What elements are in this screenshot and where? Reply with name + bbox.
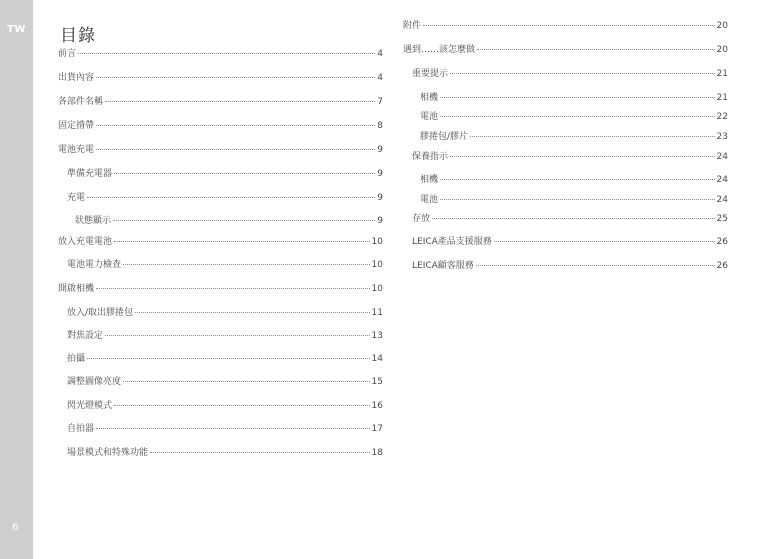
toc-entry[interactable]: 自拍器 17 <box>67 424 383 434</box>
sidebar <box>0 0 33 559</box>
toc-entry[interactable]: 閃光燈模式 16 <box>67 401 383 411</box>
toc-entry[interactable]: 重要提示 21 <box>412 69 728 79</box>
language-label: TW <box>7 24 26 35</box>
page-number: 6 <box>12 522 19 533</box>
toc-entry[interactable]: 對焦設定 13 <box>67 331 383 341</box>
toc-entry[interactable]: 固定揹帶 8 <box>58 121 383 131</box>
toc-entry[interactable]: 調整圖像亮度 15 <box>67 377 383 387</box>
toc-entry[interactable]: 遇到……該怎麼做 20 <box>403 45 728 55</box>
toc-entry[interactable]: 電池電力檢查 10 <box>67 260 383 270</box>
toc-entry[interactable]: 拍攝 14 <box>67 354 383 364</box>
toc-entry[interactable]: 準備充電器 9 <box>67 169 383 179</box>
toc-entry[interactable]: LEICA顧客服務 26 <box>412 261 728 271</box>
toc-entry[interactable]: 開啟相機 10 <box>58 284 383 294</box>
toc-entry[interactable]: 各部件名稱 7 <box>58 97 383 107</box>
toc-entry[interactable]: 保養指示 24 <box>412 152 728 162</box>
toc-entry[interactable]: 存放 25 <box>412 214 728 224</box>
toc-entry[interactable]: 相機 24 <box>420 175 728 185</box>
toc-entry[interactable]: 膠捲包/膠片 23 <box>420 132 728 142</box>
toc-entry[interactable]: LEICA產品支援服務 26 <box>412 237 728 247</box>
toc-entry[interactable]: 附件 20 <box>403 21 728 31</box>
toc-entry[interactable]: 狀態顯示 9 <box>75 216 383 226</box>
toc-entry[interactable]: 電池充電 9 <box>58 145 383 155</box>
toc-entry[interactable]: 出貨內容 4 <box>58 73 383 83</box>
toc-entry[interactable]: 相機 21 <box>420 93 728 103</box>
page-title: 目錄 <box>60 26 96 46</box>
toc-entry[interactable]: 電池 22 <box>420 112 728 122</box>
toc-entry[interactable]: 前言 4 <box>58 49 383 59</box>
toc-entry[interactable]: 充電 9 <box>67 193 383 203</box>
toc-entry[interactable]: 電池 24 <box>420 195 728 205</box>
toc-entry[interactable]: 放入充電電池 10 <box>58 237 383 247</box>
toc-entry[interactable]: 場景模式和特殊功能 18 <box>67 448 383 458</box>
toc-entry[interactable]: 放入/取出膠捲包 11 <box>67 308 383 318</box>
